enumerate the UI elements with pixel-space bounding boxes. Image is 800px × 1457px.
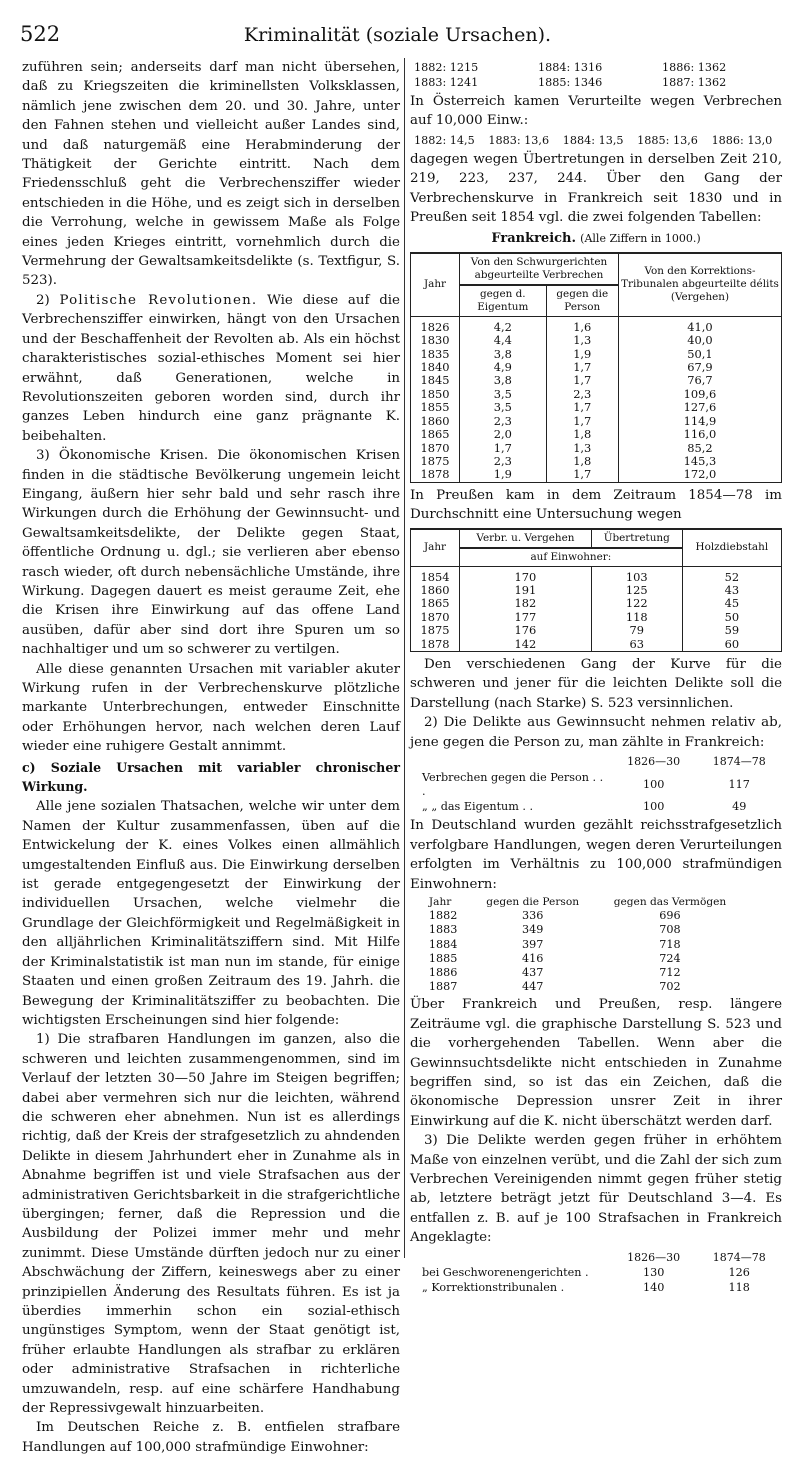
table-cell: 182 — [460, 597, 592, 610]
table-cell: 1875 — [411, 455, 460, 468]
table-body — [411, 566, 782, 651]
paragraph-germany: In Deutschland wurden gezählt reichsstrafgesetzlich verfolgbare Handlungen, wegen deren Verurteilungen erfolgten im Verhältnis zu 100,000 strafmündigen Einwohnern: — [410, 818, 782, 892]
column-header-wood-theft: Holzdiebstahl — [682, 529, 781, 567]
table-cell: 1,3 — [546, 442, 618, 455]
table-cell: 1,9 — [460, 468, 547, 482]
table-cell: 170 — [460, 566, 592, 584]
table-cell: 1826 — [411, 316, 460, 334]
table-cell: 1,9 — [546, 348, 618, 361]
table-row — [411, 611, 782, 624]
paragraph: Über Frankreich und Preußen, resp. längere Zeiträume vgl. die graphische Darstellung S. 523 und die vorhergehenden Tabellen. Wenn aber die Gewinnsuchtsdelikte nicht entschieden in Zunahme begriffen sind, so ist das ein Zeichen, daß die ökonomische Depression unsrer Zeit in ihrer Einwirkung auf die K. nicht überschätzt werden darf. — [410, 997, 782, 1129]
table-cell: 1885: 13,6 — [637, 133, 698, 147]
table-cell: 140 — [642, 1280, 665, 1294]
table-cell: 1,6 — [546, 316, 618, 334]
table-cell: 1885 — [428, 951, 458, 965]
column-header: 1826—30 — [627, 1250, 681, 1264]
table-cell: 43 — [682, 584, 781, 597]
table-cell: 1835 — [411, 348, 460, 361]
table-cell: 114,9 — [618, 415, 781, 428]
column-header-person: gegen die Person — [546, 285, 618, 317]
table-cell: 724 — [659, 951, 681, 965]
table-cell: 1860 — [411, 415, 460, 428]
austria-figures — [410, 133, 782, 148]
table-cell: 397 — [521, 937, 544, 951]
paragraph-political-revolutions — [22, 291, 400, 446]
column-header-property: gegen d. Eigentum — [460, 285, 547, 317]
table-cell: 1,7 — [546, 401, 618, 414]
table-cell: 40,0 — [618, 334, 781, 347]
table-cell: 1883 — [428, 923, 458, 937]
left-column — [22, 58, 400, 1457]
france-person-property-table — [410, 754, 782, 814]
table-cell: 177 — [460, 611, 592, 624]
table-cell: 116,0 — [618, 428, 781, 441]
column-header: 1826—30 — [627, 755, 681, 768]
paragraph: Alle jene sozialen Thatsachen, welche wir unter dem Namen der Kultur zusammenfassen, üben auf die Entwickelung der K. eines Volkes einen allmählich umgestaltenden Einfluß aus. Die Einwirkung derselben ist gerade entgegengesetzt der Einwirkung der individuellen Ursachen, welche vielmehr die Grundlage der Gleichförmigkeit und Regelmäßigkeit in den alljährlichen Kriminalitätsziffern sind. Mit Hilfe der Kriminalstatistik ist man nun im stande, für einige Staaten und einen großen Zeitraum des 19. Jahrh. die Bewegung der Kriminalitätsziffer zu beobachten. Die wichtigsten Erscheinungen sind hier folgende: — [22, 799, 400, 1028]
table-cell: 41,0 — [618, 316, 781, 334]
table-cell: 100 — [642, 799, 665, 813]
column-header-infractions: Übertretung — [591, 529, 682, 548]
row-label: Verbrechen gegen die Person . . . — [422, 770, 604, 799]
table-cell: 447 — [521, 980, 544, 994]
paragraph: dagegen wegen Übertretungen in derselben Zeit 210, 219, 223, 237, 244. Über den Gang der Verbrechenskurve in Frankreich seit 1830 und in Preußen seit 1854 vgl. die zwei folgenden Tabellen: — [410, 151, 782, 226]
table-row — [411, 468, 782, 482]
table-row — [411, 388, 782, 401]
table-cell: 85,2 — [618, 442, 781, 455]
table-row — [411, 316, 782, 334]
table-row — [425, 966, 745, 980]
table-cell: 1,3 — [546, 334, 618, 347]
table-body — [411, 316, 782, 482]
table-cell: 1845 — [411, 374, 460, 387]
paragraph-prussia: In Preußen kam in dem Zeitraum 1854—78 im Durchschnitt eine Untersuchung wegen — [410, 487, 782, 523]
table-row — [411, 348, 782, 361]
table-cell: 708 — [659, 923, 681, 937]
table-row — [411, 638, 782, 652]
column-header-property: gegen das Vermögen — [613, 896, 727, 908]
table-row — [425, 923, 745, 937]
column-header-tribunals: Von den Korrektions-Tribunalen abgeurteilte délits (Vergehen) — [618, 253, 781, 317]
table-cell: 45 — [682, 597, 781, 610]
table-row — [410, 75, 782, 90]
caption-note: (Alle Ziffern in 1000.) — [580, 232, 701, 246]
table-cell: 1885: 1346 — [538, 76, 603, 89]
table-row — [411, 442, 782, 455]
table-cell: 103 — [591, 566, 682, 584]
table-cell: 2,3 — [460, 455, 547, 468]
paragraph-point-3: 3) Die Delikte werden gegen früher in erhöhtem Maße von einzelnen verübt, und die Zahl der sich zum Verbrechen Vereinigenden nimmt gegen früher stetig ab, letztere beträgt jetzt für Deutschland 3—4. Es entfallen z. B. auf je 100 Strafsachen in Frankreich Angeklagte: — [410, 1133, 782, 1246]
paragraph-text: Wie diese auf die Verbrechensziffer einwirken, hängt von den Ursachen und der Beschaffenheit der Revolten ab. Als ein höchst charakteristisches sozial-ethisches Moment sei hier erwähnt, daß Generationen, welche in Revolutionszeiten geboren worden sind, durch ihr ganzes Leben hindurch eine ganz prägnante K. beibehalten. — [22, 292, 400, 444]
column-header-person: gegen die Person — [486, 896, 580, 908]
table-cell: 437 — [521, 966, 544, 980]
table-cell: 1878 — [411, 468, 460, 482]
table-cell: 712 — [659, 966, 681, 980]
table-cell: 145,3 — [618, 455, 781, 468]
table-cell: 1,7 — [546, 374, 618, 387]
column-header-year: Jahr — [411, 253, 460, 317]
table-cell: 60 — [682, 638, 781, 652]
table-cell: 1886: 13,0 — [711, 133, 773, 147]
table-cell: 3,8 — [460, 348, 547, 361]
column-header: 1874—78 — [712, 1250, 766, 1264]
table-cell: 127,6 — [618, 401, 781, 414]
page-header — [20, 22, 775, 48]
table-cell: 1854 — [411, 566, 460, 584]
table-cell: 2,0 — [460, 428, 547, 441]
table-cell: 4,2 — [460, 316, 547, 334]
table-cell: 1878 — [411, 638, 460, 652]
table-cell: 126 — [728, 1266, 750, 1280]
table-cell: 109,6 — [618, 388, 781, 401]
table-cell: 1884: 13,5 — [562, 133, 624, 147]
page-number: 522 — [20, 22, 61, 46]
table-row — [411, 584, 782, 597]
table-cell: 4,4 — [460, 334, 547, 347]
table-cell: 1,7 — [546, 361, 618, 374]
table-caption-france — [410, 229, 782, 248]
table-cell: 1860 — [411, 584, 460, 597]
table-cell: 117 — [728, 777, 750, 791]
table-cell: 52 — [682, 566, 781, 584]
table-cell: 1865 — [411, 428, 460, 441]
table-cell: 1882: 1215 — [414, 61, 479, 74]
table-cell: 79 — [591, 624, 682, 637]
table-cell: 1882: 14,5 — [414, 133, 475, 147]
table-cell: 718 — [659, 937, 681, 951]
column-group-header: Von den Schwurgerichten abgeurteilte Verbrechen — [460, 253, 619, 285]
table-row — [410, 133, 782, 148]
paragraph: Alle diese genannten Ursachen mit variabler akuter Wirkung rufen in der Verbrechenskurve plötzliche markante Unterbrechungen, entweder Einschnitte oder Erhöhungen hervor, nach welchen deren Lauf wieder eine ruhigere Gestalt annimmt. — [22, 661, 400, 755]
table-cell: 1870 — [411, 611, 460, 624]
table-row — [425, 909, 745, 923]
table-cell: 100 — [642, 777, 665, 791]
table-cell: 1,7 — [460, 442, 547, 455]
caption-title: Frankreich. — [491, 231, 577, 247]
column-header-offenses: Verbr. u. Vergehen — [460, 529, 592, 548]
table-row — [411, 415, 782, 428]
row-label: „ „ das Eigentum . . — [422, 799, 534, 813]
table-cell: 130 — [642, 1266, 665, 1280]
paragraph: Im Deutschen Reiche z. B. entfielen strafbare Handlungen auf 100,000 strafmündige Einwohner: — [22, 1420, 400, 1455]
paragraph-economic-crises: 3) Ökonomische Krisen. Die ökonomischen Krisen finden in die städtische Bevölkerung ungemein leicht Eingang, äußern hier sehr bald und sehr rasch ihre Wirkungen durch die Erhöhung der Gewinnsucht- und Gewaltsamkeitsdelikte, der Delikte gegen Staat, öffentliche Ordnung u. dgl.; sie verlieren aber ebenso rasch wieder, oft durch nebensächliche Umstände, ihre Wirkung. Dagegen dauert es meist geraume Zeit, ehe die Krisen ihre Einwirkung auf das offene Land ausüben, dafür aber sind dort ihre Spuren um so nachhaltiger und um so schwerer zu vertilgen. — [22, 448, 400, 658]
row-label: bei Geschworenengerichten . — [422, 1266, 589, 1280]
table-cell: 1887 — [428, 980, 458, 994]
table-cell: 176 — [460, 624, 592, 637]
table-cell: 1840 — [411, 361, 460, 374]
row-label: „ Korrektionstribunalen . — [422, 1280, 565, 1294]
table-cell: 1830 — [411, 334, 460, 347]
table-row — [411, 401, 782, 414]
table-row — [411, 566, 782, 584]
table-cell: 63 — [591, 638, 682, 652]
table-cell: 3,5 — [460, 388, 547, 401]
reich-figures-table — [410, 60, 782, 90]
column-subheader: auf Einwohner: — [460, 548, 683, 567]
table-cell: 336 — [521, 909, 544, 923]
table-cell: 122 — [591, 597, 682, 610]
paragraph: 1) Die strafbaren Handlungen im ganzen, also die schweren und leichten zusammengenommen, sind im Verlauf der letzten 30—50 Jahre im Steigen begriffen; dabei aber vermehren sich nur die leichten, während die schweren eher abnehmen. Nun ist es allerdings richtig, daß der Kreis der strafgesetzlich zu ahndenden Delikte in diesem Jahrhundert eher in Zunahme als in Abnahme begriffen ist und viele Strafsachen aus der administrativen Gerichtsbarkeit in die strafgerichtliche übergingen; ferner, daß die Repression und die Ausbildung der Polizei immer mehr und mehr zunimmt. Diese Umstände dürften jedoch nur zu einer Abschwächung der Ziffern, keineswegs aber zu einer prinzipiellen Änderung des Resultats führen. Es ist ja überdies immerhin schon ein sozial-ethisch ungünstiges Symptom, wenn der Staat genötigt ist, früher erlaubte Handlungen als strafbar zu erklären oder administrative Strafsachen in richterliche umzuwandeln, resp. auf eine schärfere Handhabung der Repressivgewalt hinzuarbeiten. — [22, 1032, 400, 1417]
table-cell: 1870 — [411, 442, 460, 455]
table-cell: 76,7 — [618, 374, 781, 387]
table-cell: 1850 — [411, 388, 460, 401]
table-cell: 1,8 — [546, 455, 618, 468]
table-cell: 125 — [591, 584, 682, 597]
table-row — [411, 624, 782, 637]
table-cell: 3,8 — [460, 374, 547, 387]
running-title: Kriminalität (soziale Ursachen). — [243, 24, 552, 46]
table-cell: 50,1 — [618, 348, 781, 361]
table-cell: 1,7 — [546, 468, 618, 482]
table-cell: 1855 — [411, 401, 460, 414]
column-header-year: Jahr — [411, 529, 460, 567]
france-table — [410, 252, 782, 483]
table-cell: 702 — [659, 980, 681, 994]
france-accused-table — [410, 1250, 782, 1296]
table-cell: 416 — [521, 951, 544, 965]
column-header: 1874—78 — [712, 755, 766, 768]
table-cell: 1884: 1316 — [538, 61, 603, 74]
table-cell: 1883: 1241 — [414, 76, 479, 89]
table-row — [411, 597, 782, 610]
table-cell: 49 — [732, 799, 747, 813]
table-cell: 1882 — [428, 909, 458, 923]
table-cell: 1,7 — [546, 415, 618, 428]
table-row — [410, 771, 782, 800]
section-heading: c) Soziale Ursachen mit variabler chronischer Wirkung. — [22, 759, 400, 795]
table-cell: 1875 — [411, 624, 460, 637]
table-cell: 349 — [521, 923, 544, 937]
table-cell: 1883: 13,6 — [488, 133, 550, 147]
table-row — [410, 60, 782, 75]
table-cell: 118 — [728, 1280, 750, 1294]
column-header-year: Jahr — [428, 896, 452, 908]
table-cell: 59 — [682, 624, 781, 637]
table-row — [425, 938, 745, 952]
paragraph-point-2: 2) Die Delikte aus Gewinnsucht nehmen relativ ab, jene gegen die Person zu, man zählte in Frankreich: — [410, 715, 782, 750]
table-row — [410, 1281, 782, 1296]
table-cell: 696 — [659, 909, 681, 923]
paragraph-austria: In Österreich kamen Verurteilte wegen Verbrechen auf 10,000 Einw.: — [410, 94, 782, 129]
table-cell: 191 — [460, 584, 592, 597]
table-cell: 172,0 — [618, 468, 781, 482]
column-divider — [404, 58, 405, 1258]
table-cell: 3,5 — [460, 401, 547, 414]
table-row — [411, 334, 782, 347]
table-cell: 1886: 1362 — [662, 61, 727, 74]
table-row — [411, 374, 782, 387]
table-cell: 1,8 — [546, 428, 618, 441]
table-cell: 1886 — [428, 966, 458, 980]
table-row — [411, 428, 782, 441]
paragraph: zuführen sein; anderseits darf man nicht übersehen, daß zu Kriegszeiten die kriminellsten Volksklassen, nämlich jene zwischen dem 20. und 30. Jahre, unter den Fahnen stehen und vielleicht außer Landes sind, und daß naturgemäß eine Herabminderung der Thätigkeit der Gerichte eintritt. Nach dem Friedensschluß geht die Verbrechensziffer wieder entschieden in die Höhe, und es zeigt sich in derselben die Verrohung, welche in gewissem Maße als Folge eines jeden Krieges eintritt, vornehmlich durch die Vermehrung der Gewaltsamkeitsdelikte (s. Textfigur, S. 523). — [22, 60, 400, 289]
prussia-table — [410, 528, 782, 652]
table-row — [410, 800, 782, 815]
table-body — [425, 909, 745, 994]
table-cell: 142 — [460, 638, 592, 652]
subheading: Politische Revolutionen. — [59, 292, 258, 308]
table-row — [425, 980, 745, 994]
table-cell: 1887: 1362 — [662, 76, 727, 89]
table-row — [410, 1266, 782, 1281]
table-cell: 50 — [682, 611, 781, 624]
table-cell: 4,9 — [460, 361, 547, 374]
table-cell: 1884 — [428, 937, 458, 951]
germany-table — [425, 895, 745, 994]
table-cell: 118 — [591, 611, 682, 624]
table-cell: 2,3 — [546, 388, 618, 401]
table-cell: 2,3 — [460, 415, 547, 428]
table-row — [411, 361, 782, 374]
paragraph: Den verschiedenen Gang der Kurve für die schweren und jener für die leichten Delikte soll die Darstellung (nach Starke) S. 523 versinnlichen. — [410, 656, 782, 711]
table-cell: 1865 — [411, 597, 460, 610]
table-cell: 67,9 — [618, 361, 781, 374]
table-row — [425, 952, 745, 966]
table-row — [411, 455, 782, 468]
right-column — [410, 58, 782, 1297]
list-number: 2) — [36, 292, 60, 308]
